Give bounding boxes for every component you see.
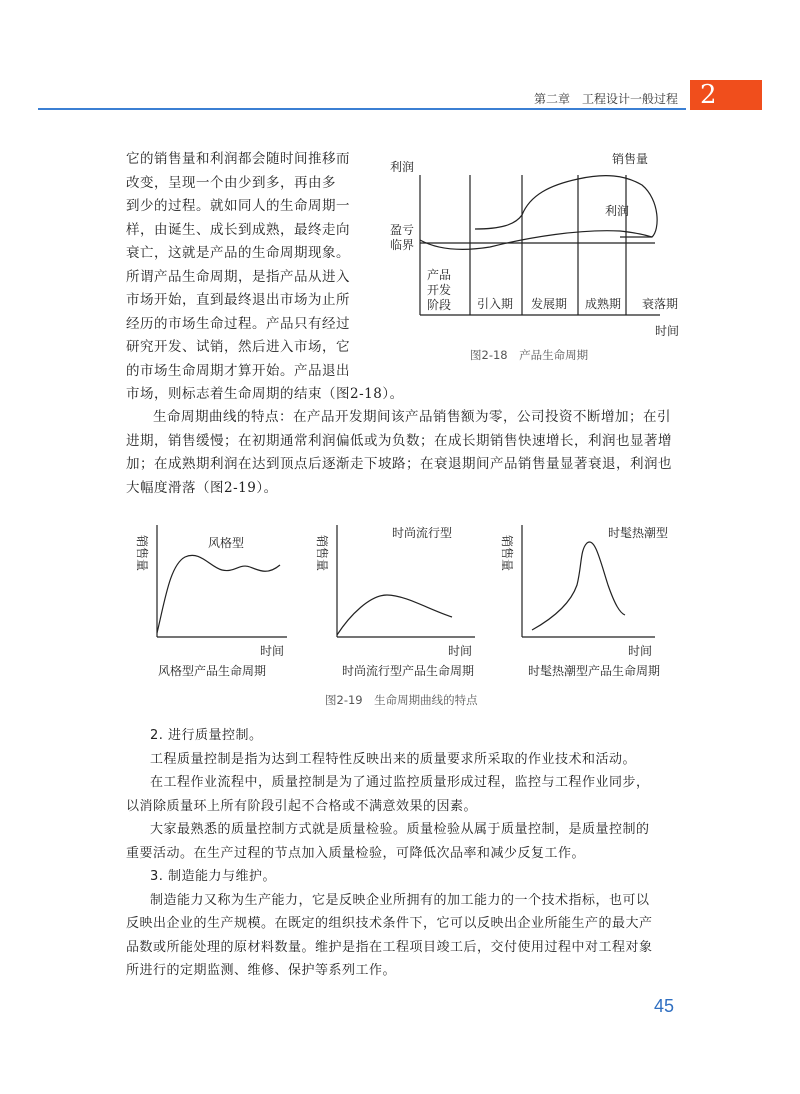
- fig18-sales-curve: [475, 176, 657, 237]
- chapter-badge: 2: [690, 80, 762, 110]
- text-line: 品数或所能处理的原材料数量。维护是指在工程项目竣工后，交付使用过程中对工程对象: [126, 939, 653, 955]
- chart3-curve: [532, 542, 625, 630]
- text-line: 进期，销售缓慢；在初期通常利润偏低或为负数；在成长期销售快速增长，利润也显著增: [126, 432, 672, 449]
- fig18-break-even-label: 盈亏: [390, 223, 415, 237]
- chart3-y-label: 销售量: [500, 535, 514, 572]
- text-line: 在工程作业流程中，质量控制是为了通过监控质量形成过程，监控与工程作业同步，: [150, 775, 650, 790]
- chart2-y-label: 销售量: [315, 535, 329, 572]
- text-line: 衰亡，这就是产品的生命周期现象。: [126, 245, 350, 261]
- text-line: 经历的市场生命过程。产品只有经过: [126, 315, 350, 332]
- intro-paragraph: [126, 148, 378, 383]
- text-line: 以消除质量环上所有阶段引起不合格或不满意效果的因素。: [126, 798, 478, 814]
- fig18-caption: 图2-18 产品生命周期: [470, 348, 589, 362]
- chart1-type-label: 风格型: [208, 536, 245, 550]
- fig18-profit-curve: [420, 231, 652, 250]
- fig18-phase-label: 发展期: [531, 297, 568, 311]
- chart3-caption: 时髦热潮型产品生命周期: [528, 664, 661, 678]
- fig19-caption: 图2-19 生命周期曲线的特点: [325, 693, 478, 707]
- text-line: 制造能力又称为生产能力，它是反映企业所拥有的加工能力的一个技术指标，也可以: [150, 892, 650, 908]
- chart2-caption: 时尚流行型产品生命周期: [342, 664, 475, 678]
- fig18-phase-dev: 阶段: [427, 298, 452, 312]
- fig18-sales-label: 销售量: [612, 152, 649, 166]
- fig18-phase-label: 衰落期: [642, 297, 679, 311]
- chart1-curve: [157, 555, 280, 633]
- text-line: 生命周期曲线的特点：在产品开发期间该产品销售额为零，公司投资不断增加；在引: [153, 409, 671, 425]
- chart2-type-label: 时尚流行型: [392, 526, 453, 540]
- fig18-x-label: 时间: [655, 324, 680, 338]
- fig18-phase-label: 引入期: [477, 297, 514, 311]
- chart1-y-label: 销售量: [135, 535, 149, 572]
- item2-title: 2. 进行质量控制。: [150, 728, 263, 743]
- text-line: 加；在成熟期利润在达到顶点后逐渐走下坡路；在衰退期间产品销售量显著衰退，利润也: [126, 456, 672, 472]
- fig18-phase-dev: 产品: [427, 268, 452, 282]
- header-rule: [38, 108, 686, 110]
- chart3-type-label: 时髦热潮型: [608, 526, 669, 540]
- text-line: 市场开始，直到最终退出市场为止所: [126, 292, 350, 308]
- body-paragraph: 工程质量控制是指为达到工程特性反映出来的质量要求所采取的作业技术和活动。: [150, 751, 637, 767]
- text-line: 的市场生命周期才算开始。产品退出: [126, 362, 350, 379]
- fig18-phase-label: 成熟期: [585, 297, 622, 311]
- fig18-phase-dev: 开发: [427, 283, 452, 297]
- intro-last-line: 市场，则标志着生命周期的结束（图2-18）。: [126, 386, 404, 402]
- fig18-y-label: 利润: [390, 160, 415, 174]
- text-line: 研究开发、试销，然后进入市场，它: [126, 339, 350, 355]
- text-line: 反映出企业的生产规模。在既定的组织技术条件下，它可以反映出企业所能生产的最大产: [126, 916, 653, 931]
- figure-2-19: [130, 505, 690, 680]
- running-header: 第二章 工程设计一般过程: [533, 92, 678, 106]
- text-line: 大幅度滑落（图2-19）。: [126, 479, 278, 496]
- text-line: 大家最熟悉的质量控制方式就是质量检验。质量检验从属于质量控制，是质量控制的: [150, 822, 650, 837]
- chart3-x-label: 时间: [628, 644, 653, 658]
- fig18-break-even-label: 临界: [390, 238, 415, 252]
- chart1-caption: 风格型产品生命周期: [158, 664, 267, 678]
- chart2-curve: [337, 595, 452, 635]
- text-line: 所谓产品生命周期，是指产品从进入: [126, 268, 350, 285]
- chart1-x-label: 时间: [260, 644, 285, 658]
- fig18-profit-label: 利润: [605, 204, 630, 218]
- page-number: 45: [654, 996, 675, 1016]
- text-line: 改变，呈现一个由少到多，再由多: [126, 174, 336, 191]
- figure-2-18: [380, 145, 690, 375]
- text-line: 它的销售量和利润都会随时间推移而: [126, 151, 350, 167]
- text-line: 到少的过程。就如同人的生命周期一: [126, 198, 350, 214]
- body-section: [126, 724, 696, 983]
- item3-title: 3. 制造能力与维护。: [150, 869, 277, 884]
- traits-paragraph: [126, 406, 696, 500]
- text-line: 所进行的定期监测、维修、保护等系列工作。: [126, 963, 397, 978]
- text-line: 重要活动。在生产过程的节点加入质量检验，可降低次品率和减少反复工作。: [126, 845, 586, 861]
- chart2-x-label: 时间: [448, 644, 473, 658]
- text-line: 样，由诞生、成长到成熟，最终走向: [126, 221, 350, 238]
